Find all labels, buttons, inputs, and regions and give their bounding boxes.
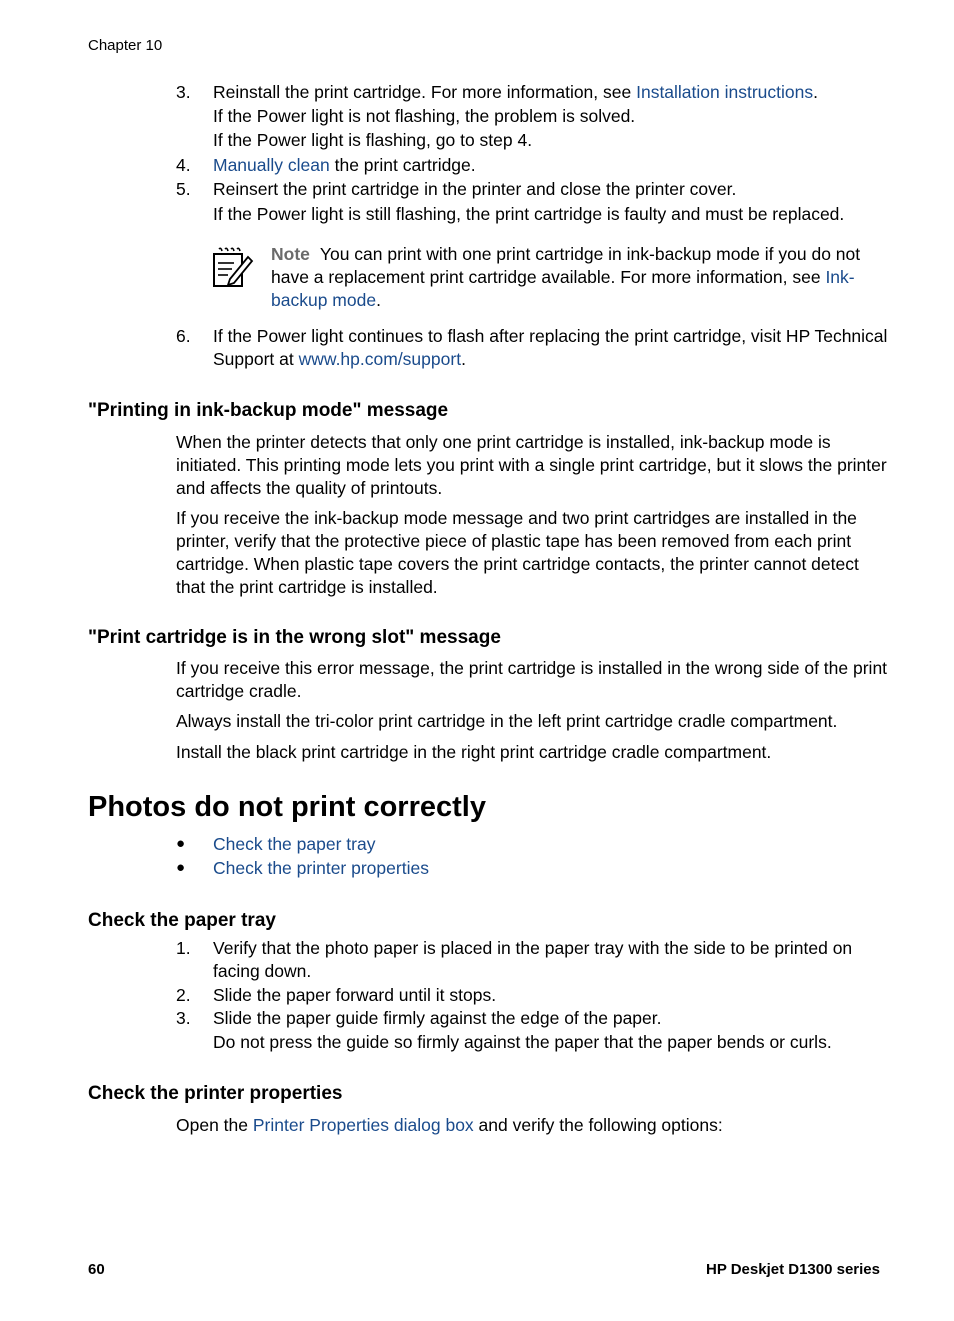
- note-icon: [212, 247, 254, 289]
- step-3-text: [213, 81, 893, 104]
- product-name: HP Deskjet D1300 series: [705, 1261, 880, 1278]
- step-3-pre: Reinstall the print cartridge. For more information, see: [213, 82, 637, 102]
- page-number: 60: [88, 1261, 105, 1278]
- printer-properties-pre: Open the: [176, 1115, 253, 1135]
- bullet-symbol: ●: [176, 859, 186, 876]
- step-5-text: Reinsert the print cartridge in the printer and close the printer cover.: [213, 179, 737, 199]
- note-label: Note: [271, 244, 310, 264]
- step-6-pre: If the Power light continues to flash after replacing the print cartridge, visit HP Technical Support at: [213, 326, 888, 369]
- paper-tray-step-2: Slide the paper forward until it stops.: [213, 985, 497, 1005]
- ink-backup-paragraph-1: When the printer detects that only one print cartridge is installed, ink-backup mode is initiated. This printing mode lets you print with a single print cartridge, but it slows the printer and affects the quality of printouts.: [176, 432, 887, 498]
- manually-clean-link[interactable]: Manually clean: [213, 155, 330, 175]
- note-box: [271, 243, 889, 312]
- step-5-line-1: If the Power light is still flashing, the print cartridge is faulty and must be replaced.: [213, 204, 845, 224]
- wrong-slot-heading: "Print cartridge is in the wrong slot" message: [88, 627, 501, 648]
- printer-properties-dialog-link[interactable]: Printer Properties dialog box: [252, 1115, 474, 1135]
- check-printer-properties-link[interactable]: Check the printer properties: [213, 858, 429, 878]
- step-3-post: .: [813, 82, 819, 102]
- step-number: 3.: [176, 1008, 191, 1028]
- step-3-line-1: If the Power light is not flashing, the problem is solved.: [213, 106, 636, 126]
- printer-properties-post: and verify the following options:: [473, 1115, 723, 1135]
- step-6-text: [213, 325, 893, 371]
- step-number: 2.: [176, 985, 191, 1005]
- printer-properties-paragraph: [176, 1114, 888, 1137]
- step-3-line-2: If the Power light is flashing, go to step 4.: [213, 130, 533, 150]
- wrong-slot-paragraph-3: Install the black print cartridge in the right print cartridge cradle compartment.: [176, 742, 772, 762]
- check-paper-tray-link[interactable]: Check the paper tray: [213, 834, 376, 854]
- ink-backup-mode-link[interactable]: Ink-backup mode: [271, 267, 855, 310]
- ink-backup-heading: "Printing in ink-backup mode" message: [88, 400, 449, 421]
- wrong-slot-paragraph-2: Always install the tri-color print cartridge in the left print cartridge cradle compartment.: [176, 711, 838, 731]
- step-number: 3.: [176, 82, 191, 102]
- paper-tray-step-3-note: Do not press the guide so firmly against the paper that the paper bends or curls.: [213, 1032, 832, 1052]
- step-number: 4.: [176, 155, 191, 175]
- step-number: 5.: [176, 179, 191, 199]
- paper-tray-heading: Check the paper tray: [88, 910, 276, 931]
- hp-support-link[interactable]: www.hp.com/support: [298, 349, 462, 369]
- step-number: 6.: [176, 326, 191, 346]
- paper-tray-step-1: Verify that the photo paper is placed in the paper tray with the side to be printed on facing down.: [213, 938, 853, 981]
- ink-backup-paragraph-2: If you receive the ink-backup mode message and two print cartridges are installed in the printer, verify that the protective piece of plastic tape has been removed from each print cartridge. When plastic tape covers the print cartridge contacts, the printer cannot detect that the print cartridge is installed.: [176, 508, 859, 597]
- step-6-post: .: [461, 349, 466, 369]
- photos-heading: Photos do not print correctly: [88, 791, 486, 823]
- note-text: You can print with one print cartridge in ink-backup mode if you do not have a replacement print cartridge available. For more information, see: [271, 244, 861, 287]
- step-number: 1.: [176, 938, 191, 958]
- note-post: .: [376, 290, 381, 310]
- printer-properties-heading: Check the printer properties: [88, 1083, 343, 1104]
- wrong-slot-paragraph-1: If you receive this error message, the print cartridge is installed in the wrong side of the print cartridge cradle.: [176, 658, 888, 701]
- chapter-label: Chapter 10: [88, 37, 163, 54]
- step-4-post: the print cartridge.: [329, 155, 476, 175]
- step-4-text: [213, 154, 893, 177]
- paper-tray-step-3: Slide the paper guide firmly against the edge of the paper.: [213, 1008, 662, 1028]
- installation-instructions-link[interactable]: Installation instructions: [636, 82, 814, 102]
- bullet-symbol: ●: [176, 835, 186, 852]
